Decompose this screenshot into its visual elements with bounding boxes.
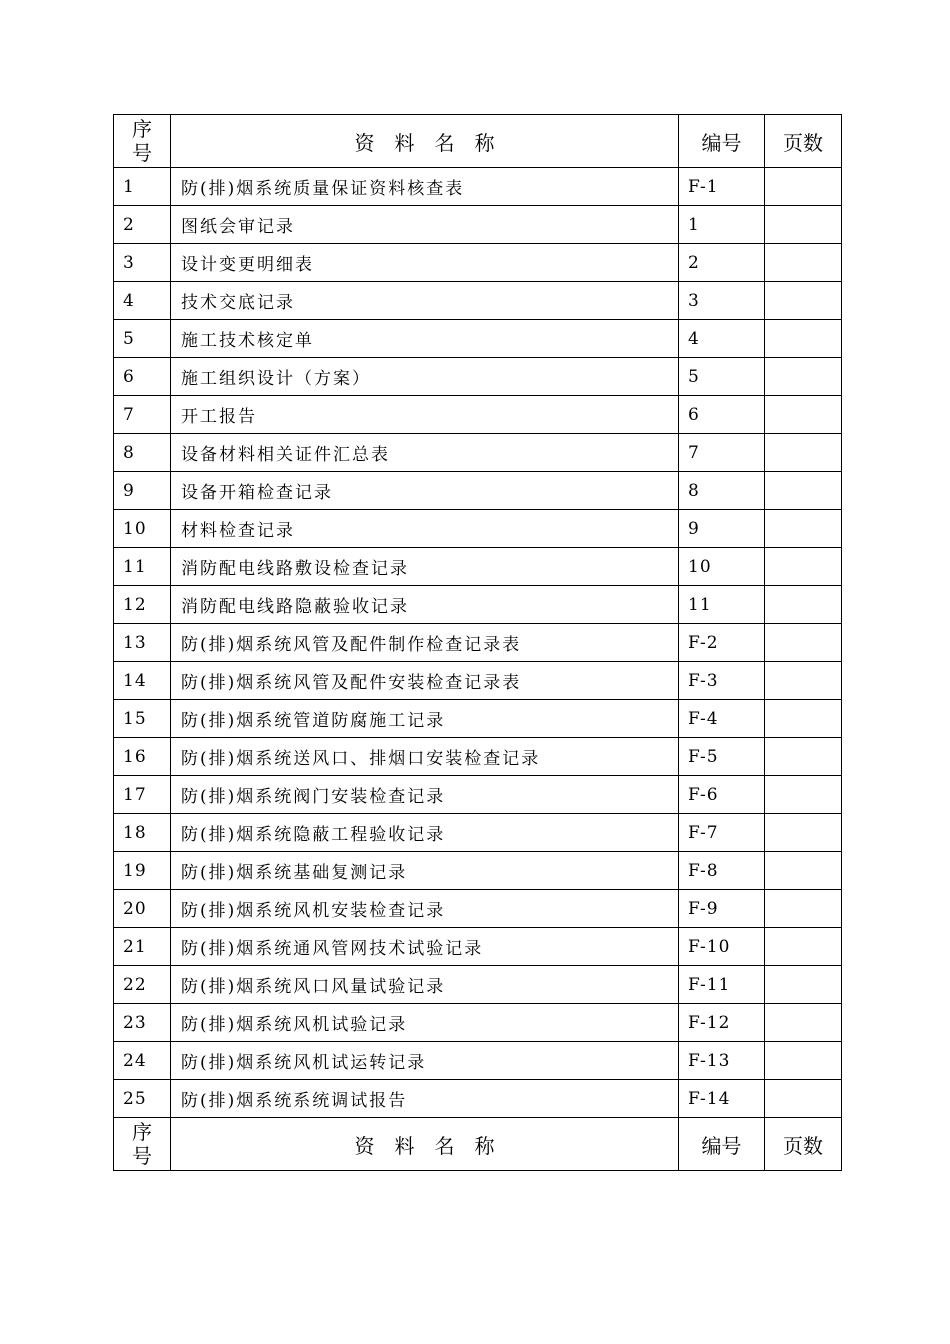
row-name-cell: 防(排)烟系统管道防腐施工记录 bbox=[171, 700, 679, 738]
row-code-cell: 5 bbox=[679, 358, 765, 396]
row-seq-cell: 22 bbox=[114, 966, 171, 1004]
table-row bbox=[114, 548, 842, 586]
table-row bbox=[114, 814, 842, 852]
table-header-row bbox=[114, 115, 842, 168]
footer-name-cell: 资料名称 bbox=[171, 1118, 679, 1171]
row-seq-cell: 24 bbox=[114, 1042, 171, 1080]
row-pages-cell bbox=[765, 928, 842, 966]
footer-seq-top: 序 bbox=[132, 1120, 152, 1144]
row-code-cell: F-9 bbox=[679, 890, 765, 928]
footer-seq-cell bbox=[114, 1118, 171, 1171]
table-footer-row bbox=[114, 1118, 842, 1171]
row-name-cell: 防(排)烟系统通风管网技术试验记录 bbox=[171, 928, 679, 966]
row-name-cell: 图纸会审记录 bbox=[171, 206, 679, 244]
row-seq-cell: 6 bbox=[114, 358, 171, 396]
row-seq-cell: 18 bbox=[114, 814, 171, 852]
row-pages-cell bbox=[765, 282, 842, 320]
header-seq-bottom: 号 bbox=[132, 141, 152, 165]
table-row bbox=[114, 434, 842, 472]
row-name-cell: 开工报告 bbox=[171, 396, 679, 434]
table-row bbox=[114, 358, 842, 396]
table-row bbox=[114, 1042, 842, 1080]
row-code-cell: F-13 bbox=[679, 1042, 765, 1080]
row-pages-cell bbox=[765, 738, 842, 776]
row-pages-cell bbox=[765, 1042, 842, 1080]
row-seq-cell: 25 bbox=[114, 1080, 171, 1118]
row-name-cell: 施工组织设计（方案） bbox=[171, 358, 679, 396]
row-name-cell: 防(排)烟系统系统调试报告 bbox=[171, 1080, 679, 1118]
row-code-cell: 10 bbox=[679, 548, 765, 586]
row-pages-cell bbox=[765, 168, 842, 206]
row-seq-cell: 21 bbox=[114, 928, 171, 966]
row-seq-cell: 10 bbox=[114, 510, 171, 548]
row-code-cell: 9 bbox=[679, 510, 765, 548]
row-name-cell: 防(排)烟系统风管及配件安装检查记录表 bbox=[171, 662, 679, 700]
table-row bbox=[114, 890, 842, 928]
row-pages-cell bbox=[765, 776, 842, 814]
row-name-cell: 防(排)烟系统隐蔽工程验收记录 bbox=[171, 814, 679, 852]
table-row bbox=[114, 320, 842, 358]
row-name-cell: 施工技术核定单 bbox=[171, 320, 679, 358]
row-pages-cell bbox=[765, 662, 842, 700]
row-code-cell: F-6 bbox=[679, 776, 765, 814]
table-row bbox=[114, 586, 842, 624]
table-row bbox=[114, 168, 842, 206]
row-seq-cell: 3 bbox=[114, 244, 171, 282]
row-name-cell: 防(排)烟系统送风口、排烟口安装检查记录 bbox=[171, 738, 679, 776]
row-pages-cell bbox=[765, 320, 842, 358]
document-index-table bbox=[113, 114, 842, 1171]
table-row bbox=[114, 1080, 842, 1118]
row-code-cell: F-4 bbox=[679, 700, 765, 738]
table-row bbox=[114, 244, 842, 282]
table-row bbox=[114, 282, 842, 320]
table-row bbox=[114, 852, 842, 890]
footer-code-cell: 编号 bbox=[679, 1118, 765, 1171]
table-row bbox=[114, 966, 842, 1004]
row-pages-cell bbox=[765, 510, 842, 548]
header-seq-top: 序 bbox=[132, 117, 152, 141]
row-pages-cell bbox=[765, 966, 842, 1004]
row-name-cell: 防(排)烟系统阀门安装检查记录 bbox=[171, 776, 679, 814]
row-name-cell: 消防配电线路敷设检查记录 bbox=[171, 548, 679, 586]
row-seq-cell: 7 bbox=[114, 396, 171, 434]
row-pages-cell bbox=[765, 814, 842, 852]
row-seq-cell: 17 bbox=[114, 776, 171, 814]
row-seq-cell: 1 bbox=[114, 168, 171, 206]
table-row bbox=[114, 662, 842, 700]
row-pages-cell bbox=[765, 548, 842, 586]
row-code-cell: 4 bbox=[679, 320, 765, 358]
row-code-cell: F-10 bbox=[679, 928, 765, 966]
row-name-cell: 防(排)烟系统风管及配件制作检查记录表 bbox=[171, 624, 679, 662]
table-row bbox=[114, 206, 842, 244]
table-row bbox=[114, 700, 842, 738]
row-name-cell: 技术交底记录 bbox=[171, 282, 679, 320]
footer-pages-cell: 页数 bbox=[765, 1118, 842, 1171]
table-row bbox=[114, 1004, 842, 1042]
table-row bbox=[114, 776, 842, 814]
row-seq-cell: 15 bbox=[114, 700, 171, 738]
row-code-cell: F-14 bbox=[679, 1080, 765, 1118]
row-seq-cell: 19 bbox=[114, 852, 171, 890]
row-name-cell: 设计变更明细表 bbox=[171, 244, 679, 282]
row-seq-cell: 11 bbox=[114, 548, 171, 586]
row-code-cell: F-7 bbox=[679, 814, 765, 852]
row-seq-cell: 20 bbox=[114, 890, 171, 928]
row-name-cell: 防(排)烟系统基础复测记录 bbox=[171, 852, 679, 890]
table-row bbox=[114, 928, 842, 966]
row-seq-cell: 12 bbox=[114, 586, 171, 624]
row-pages-cell bbox=[765, 624, 842, 662]
row-seq-cell: 5 bbox=[114, 320, 171, 358]
row-seq-cell: 9 bbox=[114, 472, 171, 510]
row-name-cell: 防(排)烟系统质量保证资料核查表 bbox=[171, 168, 679, 206]
header-pages-cell: 页数 bbox=[765, 115, 842, 168]
row-pages-cell bbox=[765, 1004, 842, 1042]
row-code-cell: F-8 bbox=[679, 852, 765, 890]
row-code-cell: F-1 bbox=[679, 168, 765, 206]
row-code-cell: F-2 bbox=[679, 624, 765, 662]
row-name-cell: 防(排)烟系统风机安装检查记录 bbox=[171, 890, 679, 928]
footer-seq-bottom: 号 bbox=[132, 1144, 152, 1168]
row-pages-cell bbox=[765, 852, 842, 890]
row-pages-cell bbox=[765, 358, 842, 396]
row-name-cell: 设备开箱检查记录 bbox=[171, 472, 679, 510]
row-code-cell: 3 bbox=[679, 282, 765, 320]
table-row bbox=[114, 510, 842, 548]
row-name-cell: 防(排)烟系统风口风量试验记录 bbox=[171, 966, 679, 1004]
row-seq-cell: 2 bbox=[114, 206, 171, 244]
table-row bbox=[114, 624, 842, 662]
row-pages-cell bbox=[765, 1080, 842, 1118]
row-seq-cell: 4 bbox=[114, 282, 171, 320]
row-code-cell: 8 bbox=[679, 472, 765, 510]
row-name-cell: 防(排)烟系统风机试验记录 bbox=[171, 1004, 679, 1042]
row-seq-cell: 16 bbox=[114, 738, 171, 776]
row-pages-cell bbox=[765, 472, 842, 510]
row-pages-cell bbox=[765, 586, 842, 624]
row-pages-cell bbox=[765, 890, 842, 928]
row-code-cell: F-11 bbox=[679, 966, 765, 1004]
header-name-cell: 资料名称 bbox=[171, 115, 679, 168]
row-name-cell: 材料检查记录 bbox=[171, 510, 679, 548]
row-code-cell: 2 bbox=[679, 244, 765, 282]
row-code-cell: 7 bbox=[679, 434, 765, 472]
header-seq-cell bbox=[114, 115, 171, 168]
row-name-cell: 设备材料相关证件汇总表 bbox=[171, 434, 679, 472]
row-name-cell: 消防配电线路隐蔽验收记录 bbox=[171, 586, 679, 624]
row-seq-cell: 23 bbox=[114, 1004, 171, 1042]
row-seq-cell: 13 bbox=[114, 624, 171, 662]
row-code-cell: F-5 bbox=[679, 738, 765, 776]
row-code-cell: 1 bbox=[679, 206, 765, 244]
row-code-cell: 6 bbox=[679, 396, 765, 434]
row-code-cell: 11 bbox=[679, 586, 765, 624]
row-pages-cell bbox=[765, 206, 842, 244]
row-code-cell: F-12 bbox=[679, 1004, 765, 1042]
table-row bbox=[114, 738, 842, 776]
row-pages-cell bbox=[765, 434, 842, 472]
row-code-cell: F-3 bbox=[679, 662, 765, 700]
row-pages-cell bbox=[765, 244, 842, 282]
row-seq-cell: 8 bbox=[114, 434, 171, 472]
table-row bbox=[114, 396, 842, 434]
header-code-cell: 编号 bbox=[679, 115, 765, 168]
row-name-cell: 防(排)烟系统风机试运转记录 bbox=[171, 1042, 679, 1080]
row-seq-cell: 14 bbox=[114, 662, 171, 700]
row-pages-cell bbox=[765, 396, 842, 434]
table-row bbox=[114, 472, 842, 510]
row-pages-cell bbox=[765, 700, 842, 738]
